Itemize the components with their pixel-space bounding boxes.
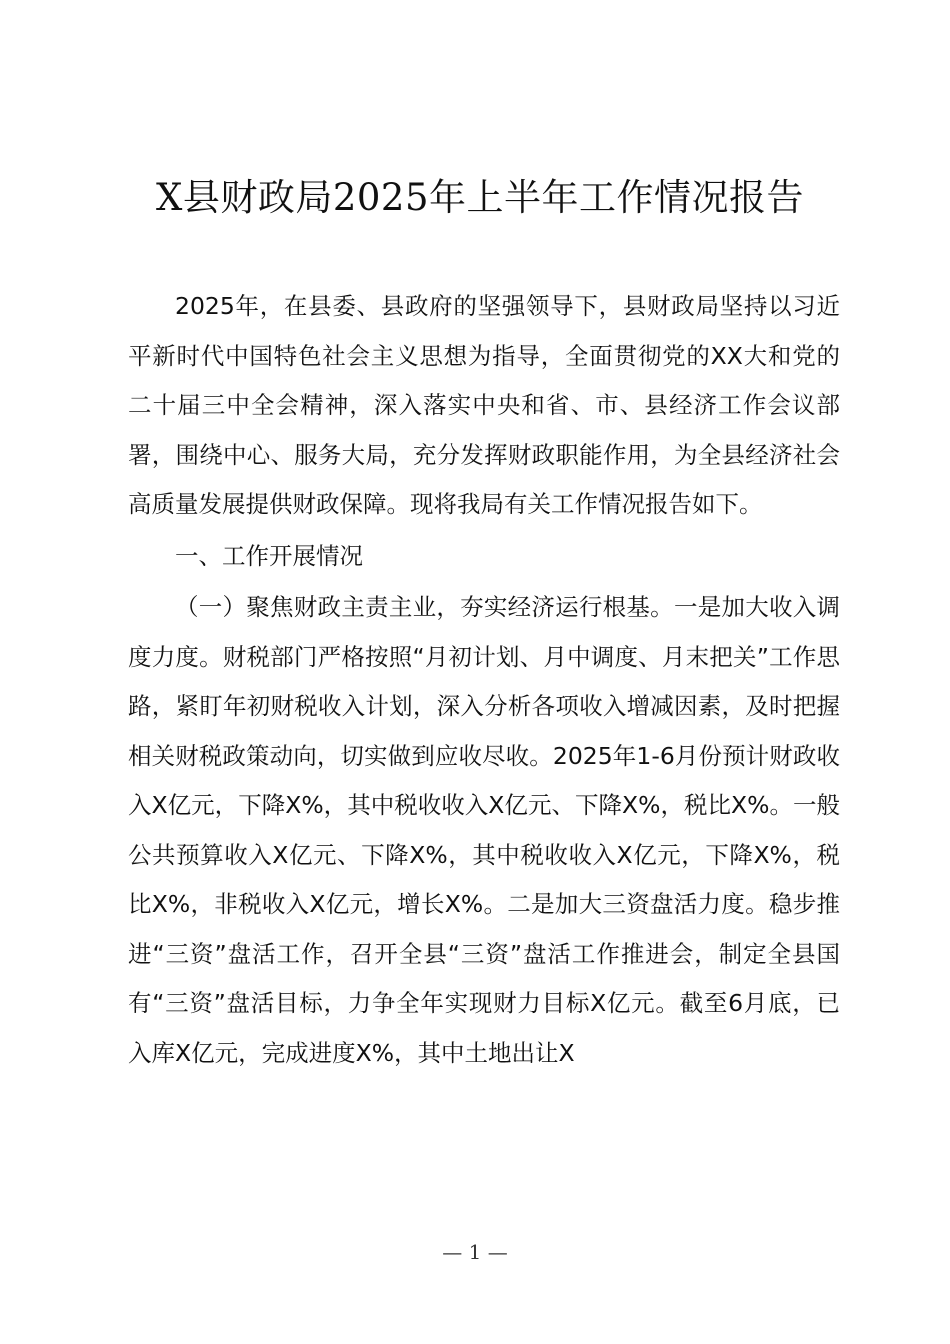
document-body <box>128 282 840 1078</box>
document-title: X县财政局2025年上半年工作情况报告 <box>155 176 804 219</box>
intro-paragraph: 2025年，在县委、县政府的坚强领导下，县财政局坚持以习近平新时代中国特色社会主义思想为指导，全面贯彻党的XX大和党的二十届三中全会精神，深入落实中央和省、市、县经济工作会议部署，围绕中心、服务大局，充分发挥财政职能作用，为全县经济社会高质量发展提供财政保障。现将我局有关工作情况报告如下。 <box>128 292 840 518</box>
section-paragraph: （一）聚焦财政主责主业，夯实经济运行根基。一是加大收入调度力度。财税部门严格按照“月初计划、月中调度、月末把关”工作思路，紧盯年初财税收入计划，深入分析各项收入增减因素，及时把握相关财税政策动向，切实做到应收尽收。2025年1-6月份预计财政收入X亿元，下降X%，其中税收收入X亿元、下降X%，税比X%。一般公共预算收入X亿元、下降X%，其中税收收入X亿元，下降X%，税比X%，非税收入X亿元，增长X%。二是加大三资盘活力度。稳步推进“三资”盘活工作，召开全县“三资”盘活工作推进会，制定全县国有“三资”盘活目标，力争全年实现财力目标X亿元。截至6月底，已入库X亿元，完成进度X%，其中土地出让X <box>128 593 840 1067</box>
page-number: — 1 — <box>442 1240 508 1264</box>
section-heading: 一、工作开展情况 <box>175 541 363 570</box>
